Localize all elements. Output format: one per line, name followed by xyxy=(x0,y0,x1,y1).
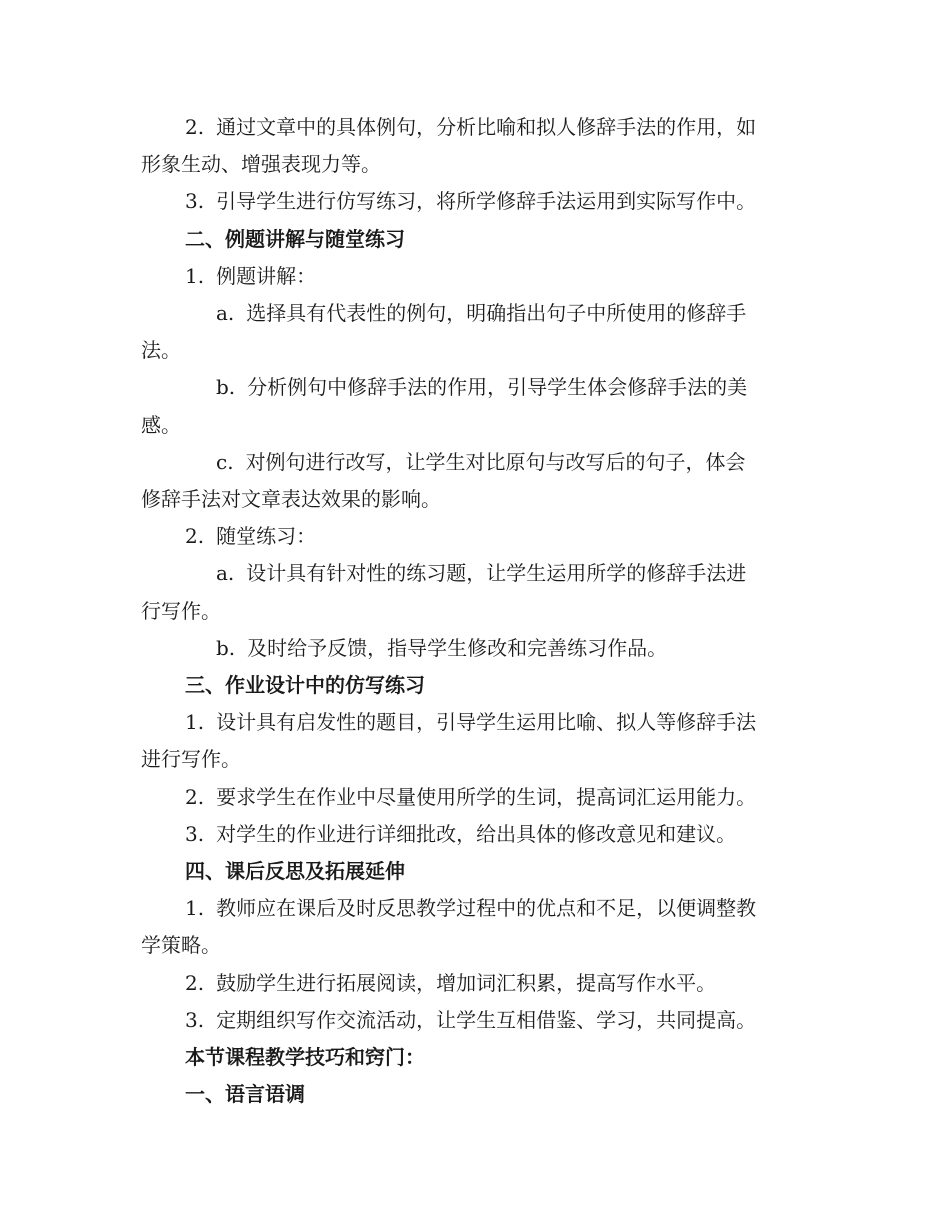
list-text: 对学生的作业进行详细批改，给出具体的修改意见和建议。 xyxy=(216,821,737,846)
list-number: 3. xyxy=(185,821,205,846)
sub-list-item xyxy=(216,448,746,476)
list-item-continuation: 修辞手法对文章表达效果的影响。 xyxy=(141,487,441,511)
list-number: 2. xyxy=(185,784,205,809)
list-item xyxy=(185,820,736,848)
list-item xyxy=(185,1006,756,1034)
list-text: 设计具有针对性的练习题，让学生运用所学的修辞手法进 xyxy=(246,561,747,586)
list-text: 随堂练习： xyxy=(216,524,317,549)
list-number: 2. xyxy=(185,524,205,549)
list-number: 2. xyxy=(185,115,205,139)
list-text: 对例句进行改写，让学生对比原句与改写后的句子，体会 xyxy=(245,449,746,474)
list-item-continuation: 感。 xyxy=(141,412,181,437)
list-item-continuation: 法。 xyxy=(141,338,181,363)
sub-list-item xyxy=(216,299,746,327)
list-number: 1. xyxy=(185,263,205,288)
list-item-continuation: 行写作。 xyxy=(141,598,221,623)
list-item xyxy=(185,187,756,215)
list-text: 通过文章中的具体例句，分析比喻和拟人修辞手法的作用，如 xyxy=(216,115,757,139)
list-text: 引导学生进行仿写练习，将所学修辞手法运用到实际写作中。 xyxy=(216,189,757,214)
section-heading: 二、例题讲解与随堂练习 xyxy=(185,226,405,251)
list-number: 2. xyxy=(185,970,205,995)
list-item xyxy=(185,969,716,997)
list-text: 设计具有启发性的题目，引导学生运用比喻、拟人等修辞手法 xyxy=(216,710,757,735)
list-text: 要求学生在作业中尽量使用所学的生词，提高词汇运用能力。 xyxy=(216,784,757,809)
list-text: 选择具有代表性的例句，明确指出句子中所使用的修辞手 xyxy=(246,301,747,325)
list-number: b. xyxy=(216,635,236,660)
list-number: a. xyxy=(216,301,235,325)
list-number: b. xyxy=(216,375,236,400)
list-number: 3. xyxy=(185,189,205,214)
list-item xyxy=(185,262,316,290)
list-text: 定期组织写作交流活动，让学生互相借鉴、学习，共同提高。 xyxy=(216,1007,757,1032)
list-text: 教师应在课后及时反思教学过程中的优点和不足，以便调整教 xyxy=(216,896,757,921)
list-number: c. xyxy=(216,449,234,474)
list-text: 例题讲解： xyxy=(216,263,317,288)
list-number: 3. xyxy=(185,1007,205,1032)
list-item xyxy=(185,522,316,550)
section-heading: 一、语言语调 xyxy=(185,1082,305,1107)
sub-list-item xyxy=(216,559,746,587)
list-text: 分析例句中修辞手法的作用，引导学生体会修辞手法的美 xyxy=(247,375,748,400)
list-item xyxy=(185,708,756,736)
list-item xyxy=(185,783,756,811)
section-heading: 本节课程教学技巧和窍门： xyxy=(185,1045,425,1069)
list-number: 1. xyxy=(185,710,205,735)
sub-list-item xyxy=(216,373,747,401)
list-item-continuation: 形象生动、增强表现力等。 xyxy=(141,152,381,177)
section-heading: 四、课后反思及拓展延伸 xyxy=(185,859,405,883)
section-heading: 三、作业设计中的仿写练习 xyxy=(185,673,425,697)
list-item xyxy=(185,894,756,922)
list-item-continuation: 进行写作。 xyxy=(141,747,241,772)
list-text: 及时给予反馈，指导学生修改和完善练习作品。 xyxy=(247,635,668,660)
list-item xyxy=(185,113,756,141)
sub-list-item xyxy=(216,634,667,662)
list-number: 1. xyxy=(185,896,205,921)
list-text: 鼓励学生进行拓展阅读，增加词汇积累，提高写作水平。 xyxy=(216,970,717,995)
list-item-continuation: 学策略。 xyxy=(141,933,221,958)
list-number: a. xyxy=(216,561,235,586)
